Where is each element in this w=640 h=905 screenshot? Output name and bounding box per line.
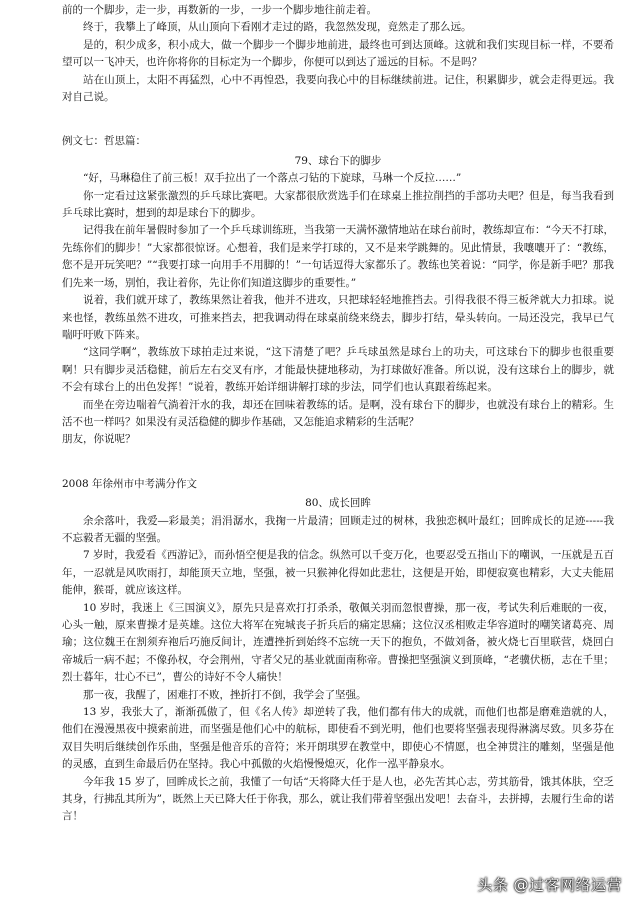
- essay-79: [62, 133, 614, 448]
- essay-title: 80、成长回眸: [305, 497, 371, 510]
- paragraph: 前的一个脚步，走一步，再数新的一步，一步一个脚步地往前走着。: [62, 4, 377, 16]
- essay-intro-tail: [62, 2, 614, 106]
- watermark-text: 头条 @过客网络运营: [477, 876, 622, 894]
- document-page: [62, 2, 614, 826]
- paragraph: 终于，我攀上了峰顶，从山顶向下看刚才走过的路，我忽然发现，竟然走了那么远。: [83, 21, 472, 34]
- paragraph: 10 岁时，我迷上《三国演义》，原先只是喜欢打打杀杀，敬佩关羽而忽恨曹操，那一夜，考试失利后难眠的一夜，心头一触，原来曹操才是英雄。这位大将军在宛城丧子折兵后的痛定思痛；这位汉丞相败走华容道时的嘲笑诸葛亮、周瑜；这位魏王在割须弃袍后巧施反间计，连遭挫折到始终不忘统一天下的抱负，不做刘备，被火烧七百里联营，烧回白帝城后一病不起；不像孙权，夺会荆州，守者父兄的基业就面南称帝。曹操把坚强演义到顶峰，“老骥伏枥，志在千里；烈士暮年，壮心不已”，曹公的诗好不令人痛快！: [62, 601, 614, 684]
- paragraph: 7 岁时，我爱看《西游记》，而孙悟空便是我的信念。纵然可以千变万化，也要忍受五指山下的嘲讽，一压就是五百年，一忍就是风吹雨打，却能顶天立地，坚强，被一只猴神化得如此悲壮，这便是开始，即便寂寞也精彩，大丈夫能屈能伸，猴哥，就应该这样。: [62, 549, 614, 597]
- paragraph: “好，马琳稳住了前三板！双手拉出了一个落点刁钻的下旋球，马琳一个反拉……”: [83, 172, 462, 185]
- paragraph: 而坐在旁边喘着气淌着汗水的我，却还在回味着教练的话。是啊，没有球台下的脚步，也就没有球台上的精彩。生活不也一样吗？如果没有灵活稳健的脚步作基础，又怎能追求精彩的生活呢？: [62, 398, 614, 428]
- paragraph: 朋友，你说呢？: [62, 433, 136, 446]
- paragraph: 13 岁，我张大了，渐渐孤傲了，但《名人传》却逆转了我，他们都有伟大的成就，而他们也都是磨难造就的人，他们在漫漫黑夜中摸索前进，而坚强是他们心中的航标，即使看不到光明，他们也要将坚强表现得淋漓尽致。贝多芬在双目失明后继续创作乐曲，坚强是他音乐的音符；米开朗琪罗在教堂中，即使心不情愿，也全神贯注的雕刻，坚强是他的灵感，直到生命最后仍在坚持。我心中孤傲的火焰慢慢熄灭，化作一泓平静泉水。: [62, 706, 614, 771]
- essay-source-label: 2008 年徐州市中考满分作文: [62, 477, 198, 490]
- essay-80: [62, 476, 614, 826]
- paragraph: 记得我在前年暑假时参加了一个乒乓球训练班，当我第一天满怀激情地站在球台前时，教练却宣布：“今天不打球，先练你们的脚步！”大家都很惊讶。心想着，我们是来学打球的，又不是来学跳舞的。见此情景，我嚷嚷开了：“教练，您不是开玩笑吧？”“我要打球一向用手不用脚的！”一句话逗得大家都乐了。教练也笑着说：“同学，你是新手吧？那我们先来一场，别怕，我让着你，先让你们知道这脚步的重要性。”: [62, 224, 614, 289]
- paragraph: “这同学啊”，教练放下球拍走过来说，“这下清楚了吧？乒乓球虽然是球台上的功夫，可这球台下的脚步也很重要啊！只有脚步灵活稳健，前后左右交叉有序，才能最快捷地移动，为打球做好准备。所以说，没有这球台上的脚步，就不会有球台上的出色发挥！”说着，教练开始详细讲解打球的步法，同学们也认真跟着练起来。: [62, 346, 614, 394]
- essay-body: [62, 513, 614, 826]
- paragraph: 那一夜，我醒了，困难打不败，挫折打不倒，我学会了坚强。: [83, 688, 367, 701]
- essay-body: [62, 170, 614, 449]
- paragraph: 你一定看过这紧张激烈的乒乓球比赛吧。大家都很欣赏选手们在球桌上推拉削挡的手部功夫吧？但是，每当我看到乒乓球比赛时，想到的却是球台下的脚步。: [62, 189, 614, 220]
- paragraph: 余余落叶，我爱―彩最美；涓涓潺水，我掬一片最清；回顾走过的树林，我独恋枫叶最红；回眸成长的足迹-----我不忘毅者无疆的坚强。: [62, 514, 614, 544]
- essay-category-label: 例文七：哲思篇：: [62, 135, 146, 148]
- essay-title: 79、球台下的脚步: [294, 154, 382, 167]
- paragraph: 今年我 15 岁了，回眸成长之前，我懂了一句话“天将降大任于是人也，必先苦其心志，劳其筋骨，饿其体肤，空乏其身，行拂乱其所为”，既然上天已降大任于你我，那么，就让我们带着坚强出发吧！去奋斗，去拼搏，去履行生命的诺言！: [62, 775, 614, 823]
- paragraph: 站在山顶上，太阳不再猛烈，心中不再惶恐，我要向我心中的目标继续前进。记住，积累脚步，就会走得更远。我对自己说。: [62, 73, 614, 104]
- paragraph: 说着，我们就开球了，教练果然让着我，他并不进攻，只把球轻轻地推挡去。引得我很不得三板斧就大力扣球。说来也怪，教练虽然不进攻，可推来挡去，把我调动得在球桌前绕来绕去，脚步打结，晕头转向。一局还没完，我早已气喘吁吁败下阵来。: [62, 294, 614, 341]
- paragraph: 是的，积少成多，积小成大，做一个脚步一个脚步地前进，最终也可到达顶峰。这就和我们实现目标一样，不要希望可以一飞冲天，也许你将你的目标定为一个脚步，你便可以到达了遥远的目标。不是吗？: [62, 38, 614, 69]
